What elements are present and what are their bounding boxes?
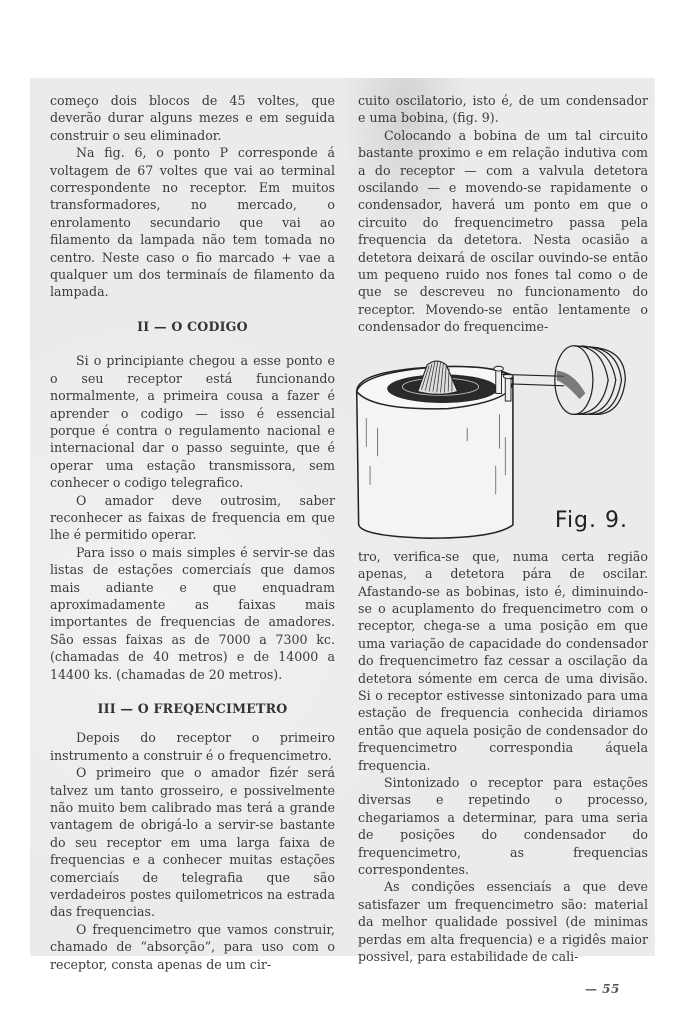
figure-caption: Fig. 9. bbox=[554, 507, 628, 533]
left-column bbox=[50, 92, 335, 973]
paragraph: Colocando a bobina de um tal circuito bastante proximo e em relação indutiva com a do receptor — com a valvula detetora oscilando — e movendo-se rapidamente o condensador, haverá um ponto em que o circuito do frequencimetro passa pela frequencia da detetora. Nesta ocasião a detetora deixará de oscilar ouvindo-se então um pequeno ruido nos fones tal como o de que se descreveu no funcionamento do receptor. Movendo-se então lentamente o condensador do frequencime- bbox=[358, 127, 648, 335]
paragraph: Depois do receptor o primeiro instrumento a construir é o frequencimetro. bbox=[50, 730, 335, 763]
paragraph: tro, verifica-se que, numa certa região apenas, a detetora pára de oscilar. Afastando-se as bobinas, isto é, diminuindo-se o acuplamento do frequencimetro com o receptor, chega-se a uma posição em que uma variação de capacidade do condensador do frequencimetro faz cessar a oscilação da detetora sómente em cerca de uma divisão. Si o receptor estivesse sintonizado para uma estação de frequencia conhecida diriamos então que aquela posição de condensador do frequencimetro correspondia áquela frequencia. bbox=[358, 548, 648, 773]
paragraph: O amador deve outrosim, saber reconhecer as faixas de frequencia em que lhe é permitido operar. bbox=[50, 492, 335, 543]
paragraph: começo dois blocos de 45 voltes, que deverão durar alguns mezes e em seguida construir o seu eliminador. bbox=[50, 93, 335, 143]
section-heading-codigo: II — O CODIGO bbox=[137, 318, 248, 334]
paragraph: O primeiro que o amador fizér será talvez um tanto grosseiro, e possivelmente não muito bem calibrado mas terá a grande vantagem de obrigá-lo a servir-se bastante do seu receptor em uma larga faixa de frequencias e a conhecer muitas estações comerciaís de telegrafia que são verdadeiros postes quilometricos na estrada das frequencias. bbox=[50, 765, 335, 920]
figure-9 bbox=[358, 342, 648, 542]
paragraph: As condições essenciaís a que deve satisfazer um frequencimetro são: material da melhor qualidade possivel (de minimas perdas em alta frequencia) e a rigidês maior possivel, para estabilidade de cali- bbox=[358, 879, 648, 965]
paragraph: Sintonizado o receptor para estações diversas e repetindo o processo, chegariamos a determinar, para uma seria de posições do condensador do frequencimetro, as frequencias correspondentes. bbox=[358, 774, 648, 877]
page-number: — 55 bbox=[585, 982, 620, 996]
paragraph: O frequencimetro que vamos construir, chamado de “absorção”, para uso com o receptor, consta apenas de um cir- bbox=[50, 921, 335, 972]
right-column bbox=[358, 92, 648, 965]
section-heading-frequencimetro: III — O FREQENCIMETRO bbox=[97, 701, 288, 716]
paragraph: Na fig. 6, o ponto P corresponde á voltagem de 67 voltes que vai ao terminal correspondente no receptor. Em muitos transformadores, no mercado, o enrolamento secundario que vai ao filamento da lampada não tem tomada no centro. Neste caso o fio marcado + vae a qualquer um dos terminaís de filamento da lampada. bbox=[50, 145, 335, 300]
paragraph: Para isso o mais simples é servir-se das listas de estações comerciaís que damos mais adiante e que enquadram aproximadamente as faixas mais importantes de frequencias de amadores. São essas faixas as de 7000 a 7300 kc. (chamadas de 40 metros) e de 14000 a 14400 ks. (chamadas de 20 metros). bbox=[50, 544, 335, 682]
paragraph: Si o principiante chegou a esse ponto e o seu receptor está funcionando normalmente, a primeira cousa a fazer é aprender o codigo — isso é essencial porque é contra o regulamento nacional e internacional dar o passo seguinte, que é operar uma estação transmissora, sem conhecer o codigo telegrafico. bbox=[50, 353, 335, 491]
paragraph: cuito oscilatorio, isto é, de um condensador e uma bobina, (fig. 9). bbox=[358, 93, 648, 126]
